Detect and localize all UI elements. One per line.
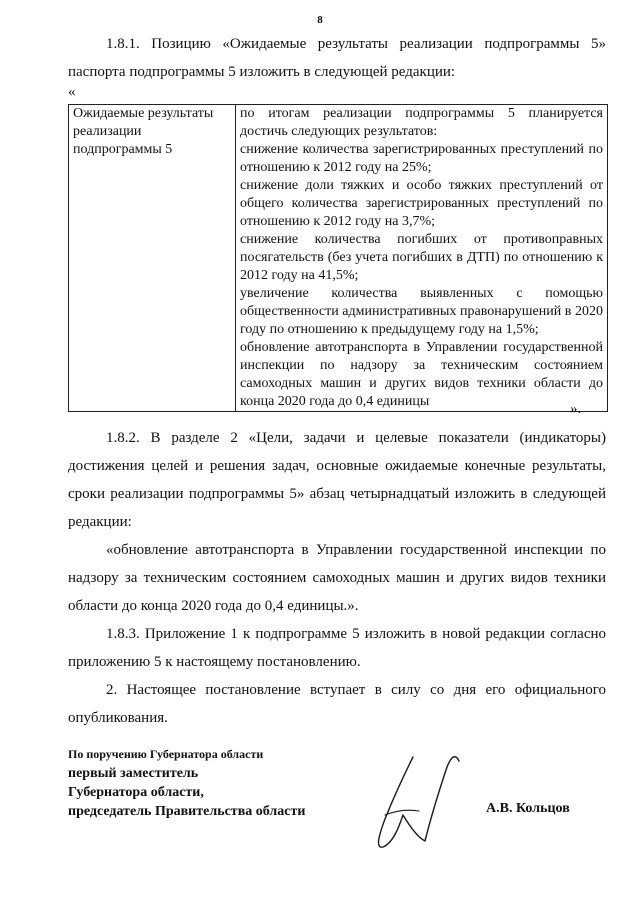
passport-table-value-cell [236,105,608,412]
item-1-8-1-paragraph: 1.8.1. Позицию «Ожидаемые результаты реализации подпрограммы 5» паспорта подпрограммы 5 изложить в следующей редакции: [68,36,606,80]
table-open-quote: « [68,84,76,100]
signature-block [68,745,305,821]
item-2-paragraph: 2. Настоящее постановление вступает в силу со дня его официального опубликования. [68,682,606,726]
signature-block-line: председатель Правительства области [68,804,306,819]
signer-name: А.В. Кольцов [486,801,570,816]
signature-block-line: Губернатора области, [68,785,204,800]
result-line-crimes: снижение количества зарегистрированных преступлений по отношению к 2012 году на 25%; [240,142,603,175]
signature-block-line: По поручению Губернатора области [68,747,264,761]
result-line-intro: по итогам реализации подпрограммы 5 планируется достичь следующих результатов: [240,106,603,139]
result-line-vehicles: обновление автотранспорта в Управлении государственной инспекции по надзору за техническим состоянием самоходных машин и других видов техники области до конца 2020 года до 0,4 единицы [240,340,603,409]
quoted-paragraph: «обновление автотранспорта в Управлении государственной инспекции по надзору за техническим состоянием самоходных машин и других видов техники области до конца 2020 года до 0,4 единицы.». [68,542,606,614]
signature-block-line: первый заместитель [68,766,199,781]
result-line-deaths: снижение количества погибших от противоправных посягательств (без учета погибших в ДТП) по отношению к 2012 году на 41,5%; [240,232,603,283]
table-row [69,105,608,412]
passport-table [68,104,608,412]
result-line-serious-crimes: снижение доли тяжких и особо тяжких преступлений от общего количества зарегистрированных преступлений по отношению к 2012 году на 3,7%; [240,178,603,229]
handwritten-signature [355,745,475,855]
page-number: 8 [317,14,323,26]
item-1-8-3-paragraph: 1.8.3. Приложение 1 к подпрограмме 5 изложить в новой редакции согласно приложению 5 к настоящему постановлению. [68,626,606,670]
item-1-8-2-paragraph: 1.8.2. В разделе 2 «Цели, задачи и целевые показатели (индикаторы) достижения целей и решения задач, основные ожидаемые конечные результаты, сроки реализации подпрограммы 5» абзац четырнадцатый изложить в следующей редакции: [68,430,606,530]
table-close-quote: ». [570,401,582,417]
result-line-offenses: увеличение количества выявленных с помощью общественности административных правонарушений в 2020 году по отношению к предыдущему году на 1,5%; [240,286,603,337]
passport-table-label-cell: Ожидаемые результаты реализации подпрограммы 5 [69,105,236,412]
